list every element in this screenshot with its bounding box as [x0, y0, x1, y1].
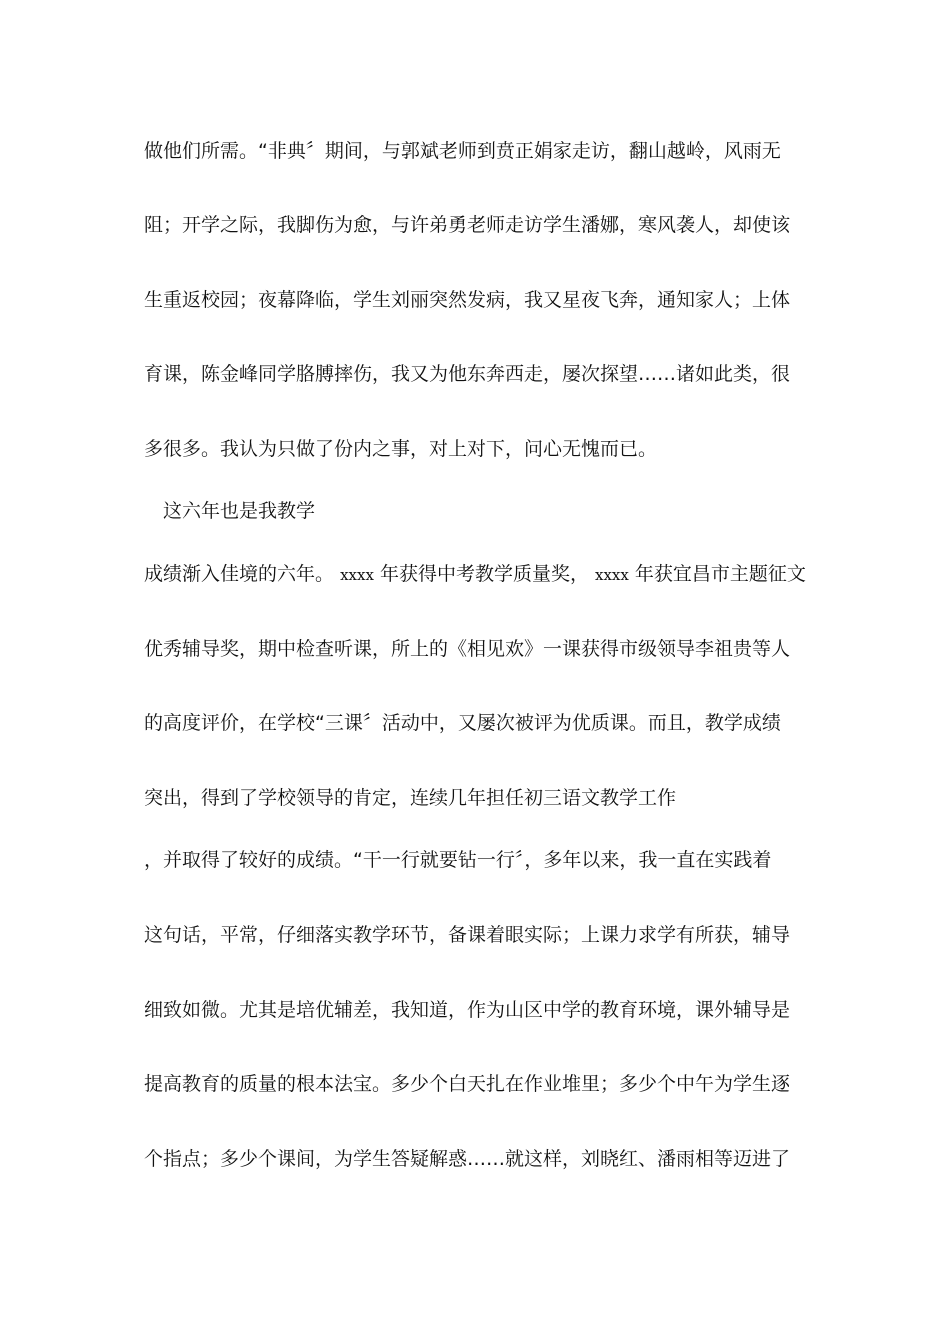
text-line: 多很多。我认为只做了份内之事，对上对下，问心无愧而已。 — [144, 438, 658, 460]
text-line: 突出，得到了学校领导的肯定，连续几年担任初三语文教学工作 — [144, 787, 677, 809]
text-line: 这六年也是我教学 — [163, 500, 316, 522]
text-run: 年获得中考教学质量奖， — [379, 563, 589, 585]
text-line: 这句话，平常，仔细落实教学环节，备课着眼实际；上课力求学有所获，辅导 — [144, 924, 791, 946]
text-run: 年获宜昌市主题征文 — [634, 563, 806, 585]
text-run: 成绩渐入佳境的六年。 — [144, 563, 335, 585]
text-line: 优秀辅导奖，期中检查听课，所上的《相见欢》一课获得市级领导李祖贵等人 — [144, 638, 791, 660]
text-line: 生重返校园；夜幕降临，学生刘丽突然发病，我又星夜飞奔，通知家人；上体 — [144, 289, 791, 311]
text-line: 做他们所需。“非典〞期间，与郭斌老师到贲正娟家走访，翻山越岭，风雨无 — [144, 140, 781, 162]
text-line: 提高教育的质量的根本法宝。多少个白天扎在作业堆里；多少个中午为学生逐 — [144, 1073, 791, 1095]
text-line — [144, 561, 808, 588]
text-line: ，并取得了较好的成绩。“干一行就要钻一行〞，多年以来，我一直在实践着 — [144, 849, 772, 871]
text-line: 育课，陈金峰同学胳膊摔伤，我又为他东奔西走，屡次探望……诸如此类，很 — [144, 363, 791, 385]
text-line: 细致如微。尤其是培优辅差，我知道，作为山区中学的教育环境，课外辅导是 — [144, 999, 791, 1021]
text-run: xxxx — [340, 566, 374, 584]
text-line: 的高度评价，在学校“三课〞活动中，又屡次被评为优质课。而且，教学成绩 — [144, 712, 781, 734]
text-line: 个指点；多少个课间，为学生答疑解惑……就这样，刘晓红、潘雨相等迈进了 — [144, 1148, 791, 1170]
text-line: 阻；开学之际，我脚伤为愈，与许弟勇老师走访学生潘娜，寒风袭人，却使该 — [144, 214, 791, 236]
text-run: xxxx — [595, 566, 629, 584]
